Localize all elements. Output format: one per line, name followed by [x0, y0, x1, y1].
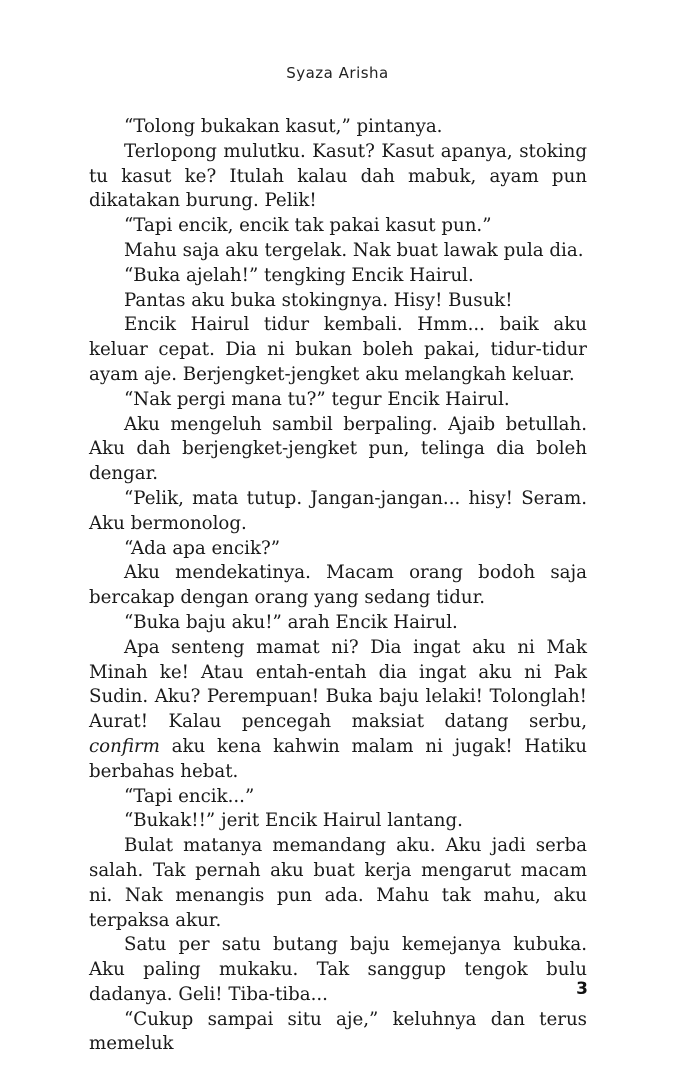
paragraph-4: Mahu saja aku tergelak. Nak buat lawak pula dia. [124, 239, 584, 261]
paragraph-17: Bulat matanya memandang aku. Aku jadi serba salah. Tak pernah aku buat kerja mengarut macam ni. Nak menangis pun ada. Mahu tak mahu, aku terpaksa akur. [89, 835, 587, 931]
paragraph-2: Terlopong mulutku. Kasut? Kasut apanya, stoking tu kasut ke? Itulah kalau dah mabuk, ayam pun dikatakan burung. Pelik! [89, 140, 587, 212]
paragraph-18: Satu per satu butang baju kemejanya kubuka. Aku paling mukaku. Tak sanggup tengok bulu dadanya. Geli! Tiba-tiba... [89, 934, 587, 1005]
paragraph-6: Pantas aku buka stokingnya. Hisy! Busuk! [124, 289, 513, 311]
paragraph-19: “Cukup sampai situ aje,” keluhnya dan terus memeluk [89, 1008, 587, 1055]
italic-word: confirm [89, 735, 160, 757]
paragraph-16: “Bukak!!” jerit Encik Hairul lantang. [124, 810, 463, 832]
paragraph-12: Aku mendekatinya. Macam orang bodoh saja bercakap dengan orang yang sedang tidur. [89, 562, 587, 609]
paragraph-14 [89, 636, 587, 785]
body-text [89, 115, 587, 1057]
paragraph-7: Encik Hairul tidur kembali. Hmm... baik aku keluar cepat. Dia ni bukan boleh pakai, tidur-tidur ayam aje. Berjengket-jengket aku melangkah keluar. [89, 314, 587, 385]
paragraph-8: “Nak pergi mana tu?” tegur Encik Hairul. [124, 388, 510, 410]
paragraph-11: “Ada apa encik?” [124, 537, 281, 559]
paragraph-9: Aku mengeluh sambil berpaling. Ajaib betullah. Aku dah berjengket-jengket pun, telinga dia boleh dengar. [89, 413, 587, 485]
paragraph-3: “Tapi encik, encik tak pakai kasut pun.” [124, 215, 492, 237]
paragraph-14-text-b: aku kena kahwin malam ni jugak! Hatiku berbahas hebat. [89, 735, 587, 782]
running-header: Syaza Arisha [286, 64, 389, 82]
paragraph-10: “Pelik, mata tutup. Jangan-jangan... hisy! Seram. Aku bermonolog. [89, 487, 587, 534]
paragraph-15: “Tapi encik...” [124, 785, 255, 807]
paragraph-14-text-a: Apa senteng mamat ni? Dia ingat aku ni Mak Minah ke! Atau entah-entah dia ingat aku ni Pak Sudin. Aku? Perempuan! Buka baju lelaki! Tolonglah! Aurat! Kalau pencegah maksiat datang serbu, [89, 636, 587, 733]
paragraph-1: “Tolong bukakan kasut,” pintanya. [124, 116, 443, 137]
page-number: 3 [576, 979, 588, 999]
paragraph-5: “Buka ajelah!” tengking Encik Hairul. [124, 264, 474, 286]
paragraph-13: “Buka baju aku!” arah Encik Hairul. [124, 611, 458, 633]
